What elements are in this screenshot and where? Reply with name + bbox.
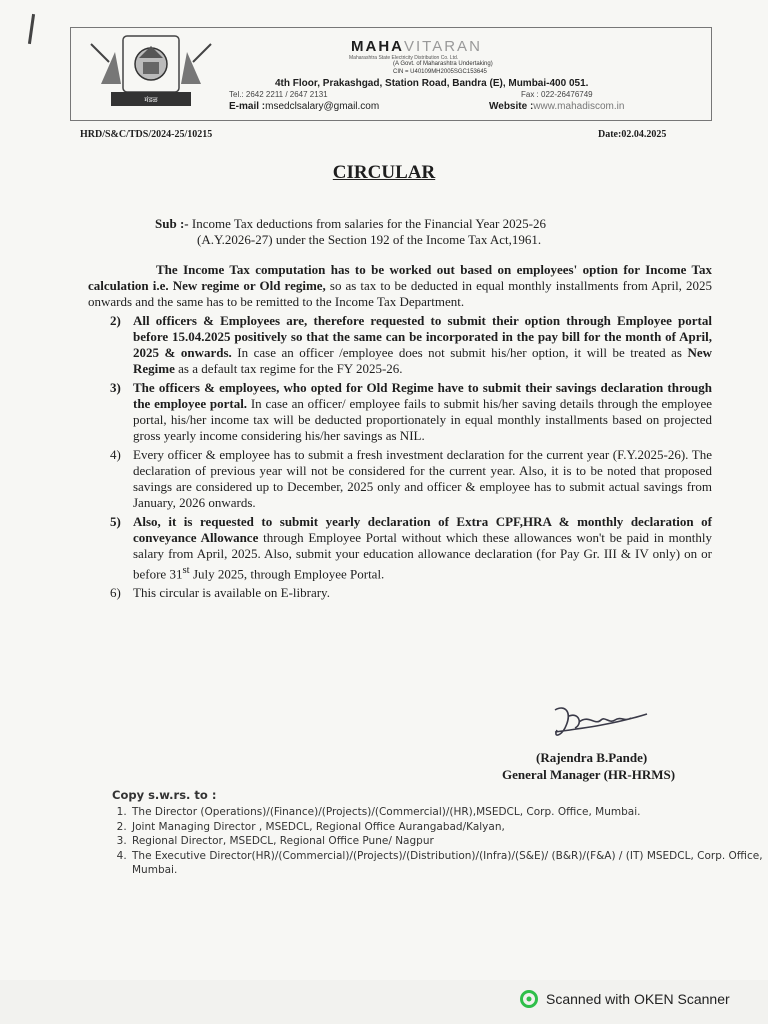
intro-paragraph: The Income Tax computation has to be worked out based on employees' option for Income Tax calculation i.e. New regime or Old regime, so as tax to be deducted in equal monthly installments from April, 2025 onwards and the same has to be remitted to the Income Tax Department.	[88, 262, 713, 309]
website-line: Website :www.mahadiscom.in	[489, 101, 625, 112]
email-address[interactable]: msedclsalary@gmail.com	[265, 101, 380, 112]
signatory-designation: General Manager (HR-HRMS)	[502, 767, 676, 782]
list-item: 4. The Executive Director(HR)/(Commercial)/(Projects)/(Distribution)/(Infra)/(S&E)/ (B&R)/(F&A) / (IT) MSEDCL, Corp. Office, Mumbai.	[130, 849, 768, 878]
list-item: 6) This circular is available on E-library.	[110, 585, 330, 601]
list-item: 3) The officers & employees, who opted for Old Regime have to submit their savings declaration through the employee portal. In case an officer/ employee fails to submit his/her saving details through the employee portal, his/her income tax will be deducted proportionately in equal monthly installments based on projected gross yearly income considering his/her savings as NIL.	[110, 380, 712, 443]
svg-text:मंडळ: मंडळ	[144, 96, 158, 104]
undertaking: (A Govt. of Maharashtra Undertaking)	[393, 61, 493, 67]
signatory-name: (Rajendra B.Pande)	[536, 750, 648, 765]
brand-tagline: Maharashtra State Electricity Distribution Co. Ltd.	[349, 55, 459, 61]
list-item: 2. Joint Managing Director , MSEDCL, Regional Office Aurangabad/Kalyan,	[130, 820, 768, 835]
circular-date: Date:02.04.2025	[598, 129, 667, 140]
telephone: Tel.: 2642 2211 / 2647 2131	[229, 90, 328, 99]
pen-mark	[28, 14, 35, 44]
company-emblem-icon	[81, 34, 221, 112]
scanner-logo-icon	[520, 990, 538, 1008]
scanner-label: Scanned with OKEN Scanner	[546, 991, 730, 1007]
copy-to-title: Copy s.w.rs. to :	[112, 788, 217, 802]
brand-logo: MAHAVITARAN	[351, 38, 482, 55]
cin-number: CIN = U40109MH2005SGC153645	[393, 69, 487, 75]
website-link[interactable]: www.mahadiscom.in	[533, 101, 625, 112]
copy-list	[112, 805, 768, 878]
circular-body	[88, 262, 712, 604]
email-line: E-mail :msedclsalary@gmail.com	[229, 101, 380, 112]
list-item: 1. The Director (Operations)/(Finance)/(Projects)/(Commercial)/(HR),MSEDCL, Corp. Office, Mumbai.	[130, 805, 768, 820]
signature-icon	[535, 702, 655, 744]
list-item: 4) Every officer & employee has to submit a fresh investment declaration for the current year (F.Y.2025-26). The declaration of previous year will not be considered for the current year. Also, it is to be noted that proposed savings are considered up to December, 2025 only and officer & employee has to submit actual savings from January, 2026 onwards.	[110, 447, 712, 510]
list-item: 2) All officers & Employees are, therefore requested to submit their option through Employee portal before 15.04.2025 positively so that the same can be incorporated in the pay bill for the month of April, 2025 & onwards. In case an officer /employee does not submit his/her option, it will be treated as New Regime as a default tax regime for the FY 2025-26.	[110, 313, 713, 376]
list-item: 5) Also, it is requested to submit yearly declaration of Extra CPF,HRA & monthly declaration of conveyance Allowance through Employee Portal without which these allowances won't be paid in monthly salary from April, 2025. Also, submit your education allowance declaration (for Pay Gr. III & IV only) on or before 31st July 2025, through Employee Portal.	[110, 514, 713, 582]
subject: Sub :- Income Tax deductions from salaries for the Financial Year 2025-26 (A.Y.2026-27) under the Section 192 of the Income Tax Act,1961.	[155, 216, 546, 247]
list-item: 3. Regional Director, MSEDCL, Regional Office Pune/ Nagpur	[130, 834, 768, 849]
page-title: CIRCULAR	[332, 162, 436, 183]
reference-number: HRD/S&C/TDS/2024-25/10215	[80, 129, 213, 140]
office-address: 4th Floor, Prakashgad, Station Road, Bandra (E), Mumbai-400 051.	[275, 78, 589, 89]
copy-to-section	[112, 788, 768, 878]
instruction-list	[88, 313, 712, 601]
letterhead	[70, 27, 712, 121]
scanner-watermark	[520, 990, 730, 1008]
fax: Fax : 022-26476749	[521, 90, 593, 99]
